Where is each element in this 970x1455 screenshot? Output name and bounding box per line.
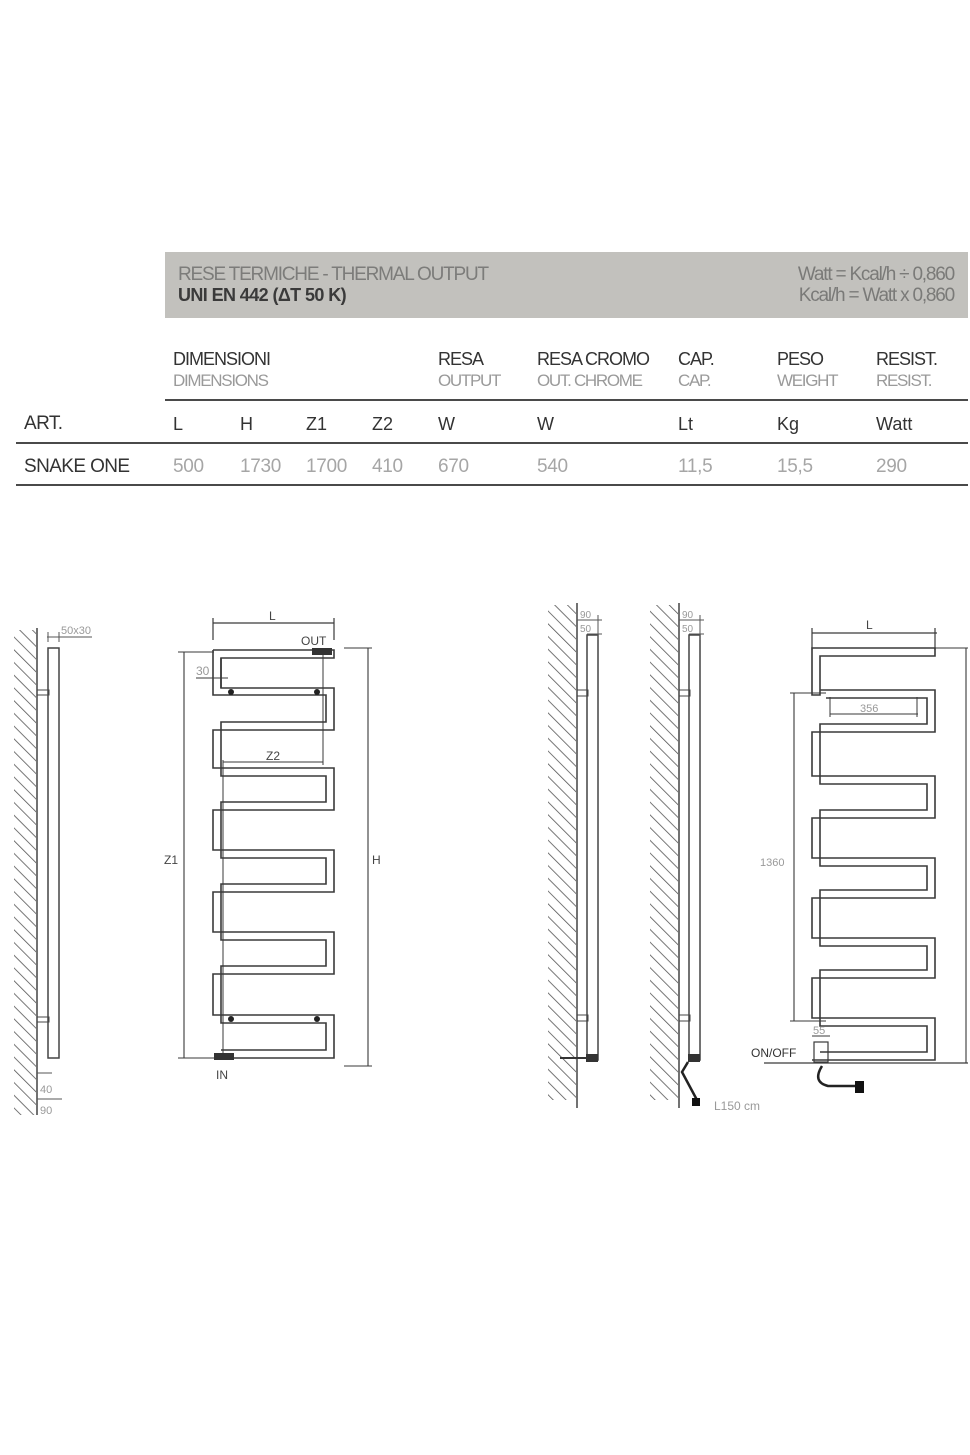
svg-text:L150 cm: L150 cm xyxy=(714,1099,761,1113)
value-weight: 15,5 xyxy=(777,456,813,477)
unit-H: H xyxy=(240,414,253,434)
svg-text:1360: 1360 xyxy=(760,857,785,869)
art-label: ART. xyxy=(24,413,63,434)
svg-text:Z2: Z2 xyxy=(266,749,281,763)
value-output-chrome: 540 xyxy=(537,456,568,477)
svg-text:50x30: 50x30 xyxy=(61,625,91,637)
side-view-2-drawing xyxy=(548,603,602,1108)
svg-text:50: 50 xyxy=(682,624,694,635)
table-row-art: SNAKE ONE xyxy=(24,456,130,477)
unit-Lt: Lt xyxy=(678,414,694,434)
unit-Z2: Z2 xyxy=(372,414,394,434)
front-view-drawing xyxy=(178,618,372,1066)
unit-Z1: Z1 xyxy=(306,414,328,434)
value-Z2: 410 xyxy=(372,456,403,477)
unit-Kg: Kg xyxy=(777,414,800,434)
svg-text:356: 356 xyxy=(860,703,879,715)
value-resistance: 290 xyxy=(876,456,907,477)
header-output: RESA OUTPUT xyxy=(438,349,501,390)
svg-text:IN: IN xyxy=(216,1068,228,1082)
svg-text:L: L xyxy=(866,618,873,632)
svg-text:90: 90 xyxy=(682,610,694,621)
front-view-electric-drawing xyxy=(764,628,968,1086)
value-H: 1730 xyxy=(240,456,282,477)
unit-Watt: Watt xyxy=(876,414,913,434)
svg-text:90: 90 xyxy=(40,1105,53,1117)
header-resistance: RESIST. RESIST. xyxy=(876,349,938,390)
svg-text:H: H xyxy=(372,853,381,867)
front-view-labels xyxy=(164,609,381,1082)
svg-text:Z1: Z1 xyxy=(164,853,179,867)
side-view-drawing xyxy=(14,625,92,1117)
formula-kcal: Kcal/h = Watt x 0,860 xyxy=(798,285,954,306)
banner-standard: UNI EN 442 (ΔT 50 K) xyxy=(178,285,346,305)
header-capacity: CAP. CAP. xyxy=(678,349,714,390)
svg-text:30: 30 xyxy=(196,664,210,678)
value-Z1: 1700 xyxy=(306,456,348,477)
svg-text:L: L xyxy=(269,609,276,623)
svg-text:OUT: OUT xyxy=(301,634,327,648)
svg-text:ON/OFF: ON/OFF xyxy=(751,1046,797,1060)
header-weight: PESO WEIGHT xyxy=(777,349,838,390)
banner-title: RESE TERMICHE - THERMAL OUTPUT xyxy=(178,264,488,285)
svg-text:55: 55 xyxy=(813,1025,826,1037)
svg-text:50: 50 xyxy=(580,624,592,635)
value-capacity: 11,5 xyxy=(678,456,713,477)
unit-output-W: W xyxy=(438,414,455,434)
svg-text:40: 40 xyxy=(40,1084,53,1096)
value-output: 670 xyxy=(438,456,469,477)
header-dimensions: DIMENSIONI DIMENSIONS xyxy=(173,349,271,390)
header-output-chrome: RESA CROMO OUT. CHROME xyxy=(537,349,650,390)
side-view-3-drawing xyxy=(650,603,760,1113)
value-L: 500 xyxy=(173,456,204,477)
svg-text:90: 90 xyxy=(580,610,592,621)
unit-chrome-W: W xyxy=(537,414,554,434)
unit-L: L xyxy=(173,414,184,434)
formula-watt: Watt = Kcal/h ÷ 0,860 xyxy=(797,264,954,285)
